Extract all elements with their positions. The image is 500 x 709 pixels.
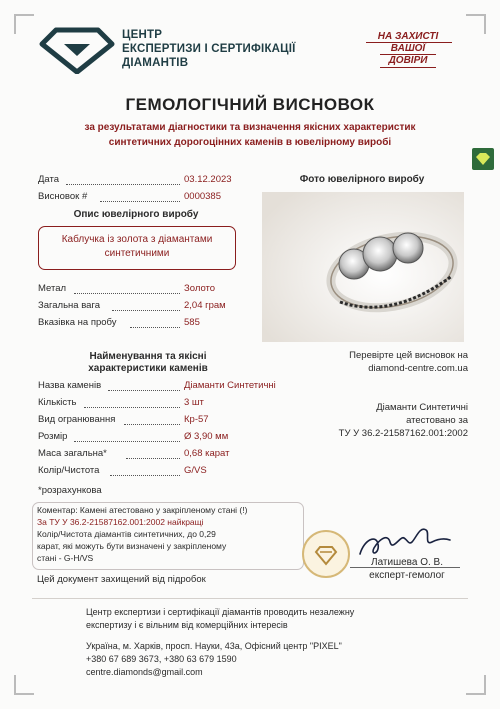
comment-line5: стані - G-H/VS [37, 553, 94, 563]
stones-heading-line2: характеристики каменів [88, 363, 208, 374]
anti-forgery-note: Цей документ захищений від підробок [37, 574, 206, 585]
org-name-line1: ЦЕНТР [122, 29, 163, 41]
ring-photo [262, 192, 464, 342]
slogan-line1: НА ЗАХИСТІ [377, 31, 439, 42]
footer-phones: +380 67 689 3673, +380 63 679 1590 [86, 654, 237, 664]
total-weight-label: Загальна вага [38, 300, 100, 311]
color-clarity-label: Колір/Чистота [38, 465, 100, 476]
stone-count-label: Кількість [38, 397, 77, 408]
corner-ornament-top-right [466, 14, 486, 34]
item-description-heading: Опис ювелірного виробу [73, 209, 199, 220]
slogan-line2: ВАШОЇ [390, 43, 426, 54]
diamond-logo-icon [38, 26, 116, 74]
stone-name-label: Назва каменів [38, 380, 102, 391]
hallmark-value: 585 [184, 317, 200, 328]
cut-type-value: Кр-57 [184, 414, 209, 425]
metal-value: Золото [184, 283, 216, 294]
leader-dots [112, 310, 180, 311]
stone-name-value: Діаманти Синтетичні [184, 380, 276, 391]
date-value: 03.12.2023 [184, 174, 232, 185]
verify-link[interactable]: diamond-centre.com.ua [368, 363, 468, 374]
size-label: Розмір [38, 431, 68, 442]
document-subtitle-line1: за результатами діагностики та визначення якісних характеристик [84, 122, 416, 133]
date-label: Дата [38, 174, 60, 185]
footer-independence-line2: експертизу і є вільним від комерційних інтересів [86, 620, 288, 630]
item-description-line1: Каблучка із золота з діамантами [61, 234, 213, 245]
comment-line4: карат, які можуть бути визначені у закріпленому [37, 541, 227, 551]
official-seal-icon [302, 530, 350, 578]
stone-count-value: 3 шт [184, 397, 204, 408]
leader-dots [108, 390, 180, 391]
handwritten-signature [354, 520, 454, 562]
leader-dots [110, 475, 180, 476]
document-title: ГЕМОЛОГІЧНИЙ ВИСНОВОК [125, 95, 375, 114]
comment-line1: Коментар: Камені атестовано у закріпленому стані (!) [37, 505, 248, 515]
corner-ornament-bottom-right [466, 675, 486, 695]
leader-dots [74, 293, 180, 294]
org-name-line3: ДІАМАНТІВ [122, 57, 189, 69]
calculated-footnote: *розрахункова [38, 485, 102, 496]
leader-dots [130, 327, 180, 328]
slogan-stamp [360, 30, 456, 70]
metal-label: Метал [38, 283, 67, 294]
verify-text: Перевірте цей висновок на [349, 350, 468, 361]
size-value: Ø 3,90 мм [184, 431, 229, 442]
corner-ornament-top-left [14, 14, 34, 34]
footer-divider [32, 598, 468, 599]
color-clarity-value: G/VS [184, 465, 207, 476]
leader-dots [84, 407, 180, 408]
comment-line2: За ТУ У 36.2-21587162.001:2002 найкращі [37, 517, 204, 527]
conclusion-number-label: Висновок # [38, 191, 88, 202]
footer-independence-line1: Центр експертизи і сертифікації діамантів проводить незалежну [86, 607, 355, 617]
total-weight-value: 2,04 грам [184, 300, 226, 311]
attest-line1: Діаманти Синтетичні [376, 402, 468, 413]
total-mass-label: Маса загальна* [38, 448, 107, 459]
footer-address: Україна, м. Харків, просп. Науки, 43а, Офісний центр "PIXEL" [86, 641, 342, 651]
org-name-line2: ЕКСПЕРТИЗИ І СЕРТИФІКАЦІЇ [122, 43, 296, 55]
footer-email[interactable]: centre.diamonds@gmail.com [86, 667, 203, 677]
stones-heading-line1: Найменування та якісні [89, 351, 207, 362]
total-mass-value: 0,68 карат [184, 448, 230, 459]
slogan-line3: ДОВІРИ [388, 55, 428, 66]
leader-dots [124, 424, 180, 425]
hologram-sticker-icon [472, 148, 494, 170]
attest-line3: ТУ У 36.2-21587162.001:2002 [338, 428, 468, 439]
leader-dots [126, 458, 180, 459]
photo-caption: Фото ювелірного виробу [299, 174, 425, 185]
signer-role: експерт-гемолог [369, 570, 445, 581]
document-subtitle-line2: синтетичних дорогоцінних каменів в ювелірному виробі [108, 137, 392, 148]
leader-dots [100, 201, 180, 202]
leader-dots [66, 184, 180, 185]
cut-type-label: Вид огранювання [38, 414, 116, 425]
conclusion-number-value: 0000385 [184, 191, 221, 202]
item-description-line2: синтетичними [104, 248, 170, 259]
attest-line2: атестовано за [406, 415, 468, 426]
corner-ornament-bottom-left [14, 675, 34, 695]
leader-dots [74, 441, 180, 442]
hallmark-label: Вказівка на пробу [38, 317, 117, 328]
signer-name: Латишева О. В. [371, 557, 443, 568]
comment-line3: Колір/Чистота діамантів синтетичних, до 0,29 [37, 529, 216, 539]
